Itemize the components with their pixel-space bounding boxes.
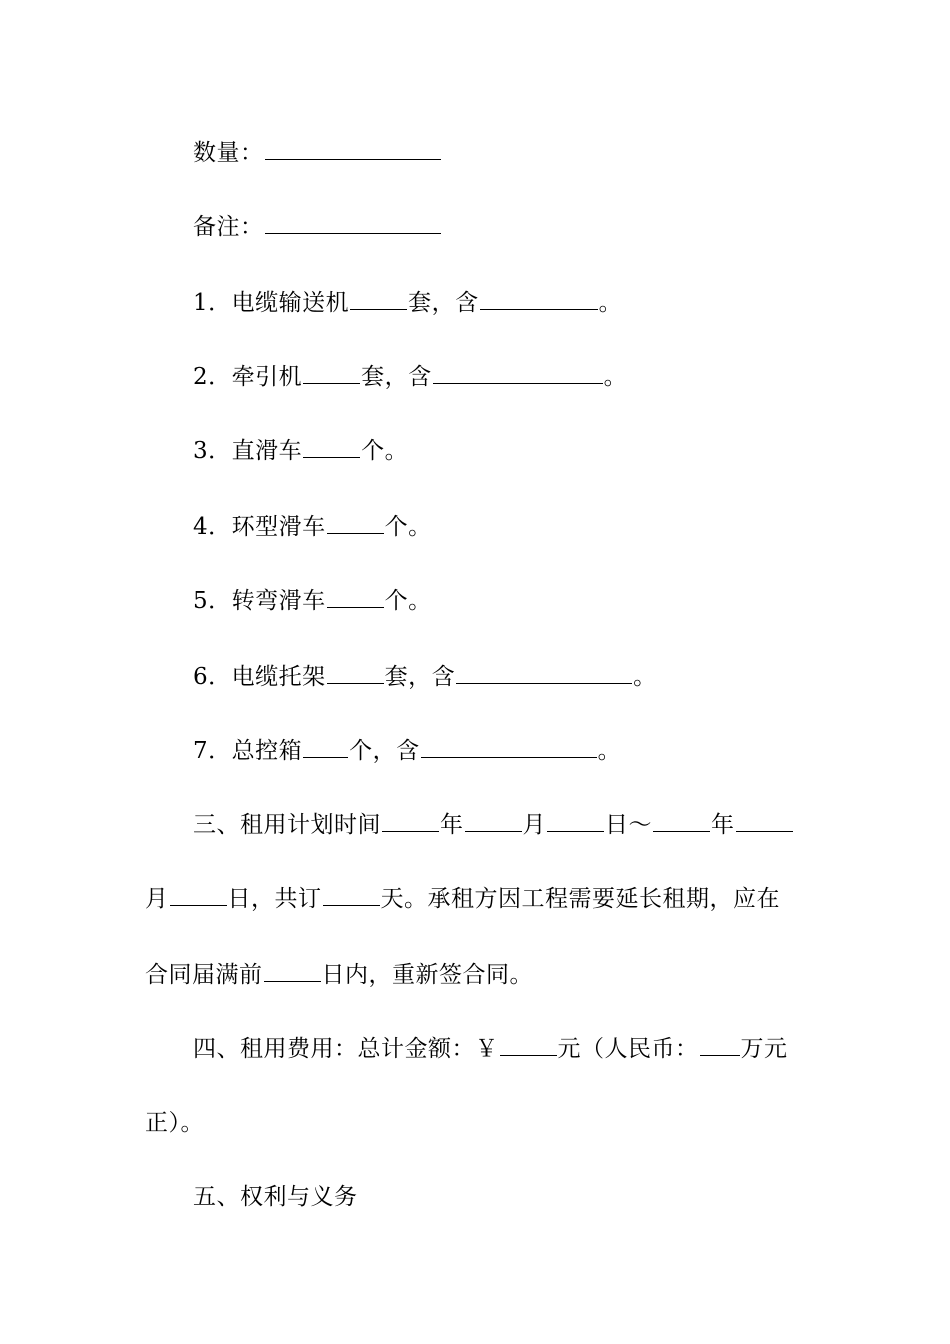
quantity-label: 数量： — [193, 140, 264, 166]
item-label: 6．电缆托架 — [193, 664, 326, 690]
item-line-3 — [193, 436, 408, 466]
item-line-4 — [193, 512, 432, 542]
item-end: 。 — [603, 364, 628, 390]
item-line-6 — [193, 662, 657, 692]
quantity-blank[interactable] — [265, 138, 441, 160]
day-blank[interactable] — [170, 884, 227, 906]
section3-lead: 三、租用计划时间 — [193, 812, 381, 838]
day-label: 日～ — [605, 812, 652, 838]
year-label: 年 — [440, 812, 464, 838]
section3-line3-tail: 日内，重新签合同。 — [321, 962, 533, 988]
item-label: 2．牵引机 — [193, 364, 303, 390]
quantity-line — [193, 138, 442, 168]
year-label: 年 — [711, 812, 735, 838]
wan-label: 万元 — [740, 1036, 788, 1062]
item-mid: 套，含 — [384, 664, 456, 690]
section3-line2 — [145, 884, 780, 914]
item-mid: 套，含 — [361, 364, 432, 390]
item-mid: 套，含 — [408, 290, 479, 316]
rmb-blank[interactable] — [700, 1034, 740, 1056]
item-content-blank[interactable] — [456, 662, 632, 684]
remarks-blank[interactable] — [265, 212, 441, 234]
item-mid: 个，含 — [349, 738, 420, 764]
item-end: 。 — [597, 738, 622, 764]
days-blank[interactable] — [323, 884, 380, 906]
item-qty-blank[interactable] — [303, 736, 348, 758]
month-blank[interactable] — [736, 810, 793, 832]
item-qty-blank[interactable] — [327, 586, 384, 608]
section5-title — [193, 1182, 358, 1212]
month-label: 月 — [522, 812, 546, 838]
item-label: 1．电缆输送机 — [193, 290, 350, 316]
item-label: 3．直滑车 — [193, 438, 303, 464]
day-label: 日，共订 — [227, 886, 322, 912]
section4-lead: 四、租用费用：总计金额：￥ — [193, 1036, 499, 1062]
day-blank[interactable] — [547, 810, 604, 832]
item-label: 5．转弯滑车 — [193, 588, 326, 614]
item-label: 7．总控箱 — [193, 738, 303, 764]
item-qty-blank[interactable] — [350, 288, 407, 310]
year-blank[interactable] — [382, 810, 439, 832]
year-blank[interactable] — [653, 810, 710, 832]
item-line-7 — [193, 736, 621, 766]
month-blank[interactable] — [465, 810, 522, 832]
item-end: 。 — [598, 290, 623, 316]
item-end: 个。 — [361, 438, 409, 464]
section3-line3-lead: 合同届满前 — [145, 962, 263, 988]
remarks-line — [193, 212, 442, 242]
section4-line1 — [193, 1034, 788, 1064]
section3-tail: 天。承租方因工程需要延长租期，应在 — [380, 886, 780, 912]
item-qty-blank[interactable] — [303, 436, 360, 458]
item-label: 4．环型滑车 — [193, 514, 326, 540]
item-line-1 — [193, 288, 622, 318]
yuan-label: 元（人民币： — [557, 1036, 699, 1062]
item-qty-blank[interactable] — [327, 662, 384, 684]
item-content-blank[interactable] — [480, 288, 598, 310]
section3-line3 — [145, 960, 533, 990]
amount-blank[interactable] — [500, 1034, 557, 1056]
section3-line1 — [193, 810, 794, 840]
days-blank[interactable] — [264, 960, 321, 982]
item-qty-blank[interactable] — [303, 362, 360, 384]
month-label: 月 — [145, 886, 169, 912]
item-line-2 — [193, 362, 627, 392]
item-end: 个。 — [384, 588, 432, 614]
section5-heading: 五、权利与义务 — [193, 1184, 358, 1210]
item-line-5 — [193, 586, 432, 616]
item-qty-blank[interactable] — [327, 512, 384, 534]
item-end: 个。 — [384, 514, 432, 540]
section4-line2-text: 正）。 — [145, 1110, 204, 1136]
section4-line2 — [145, 1108, 204, 1138]
item-content-blank[interactable] — [433, 362, 603, 384]
item-end: 。 — [633, 664, 657, 690]
item-content-blank[interactable] — [421, 736, 597, 758]
remarks-label: 备注： — [193, 214, 264, 240]
